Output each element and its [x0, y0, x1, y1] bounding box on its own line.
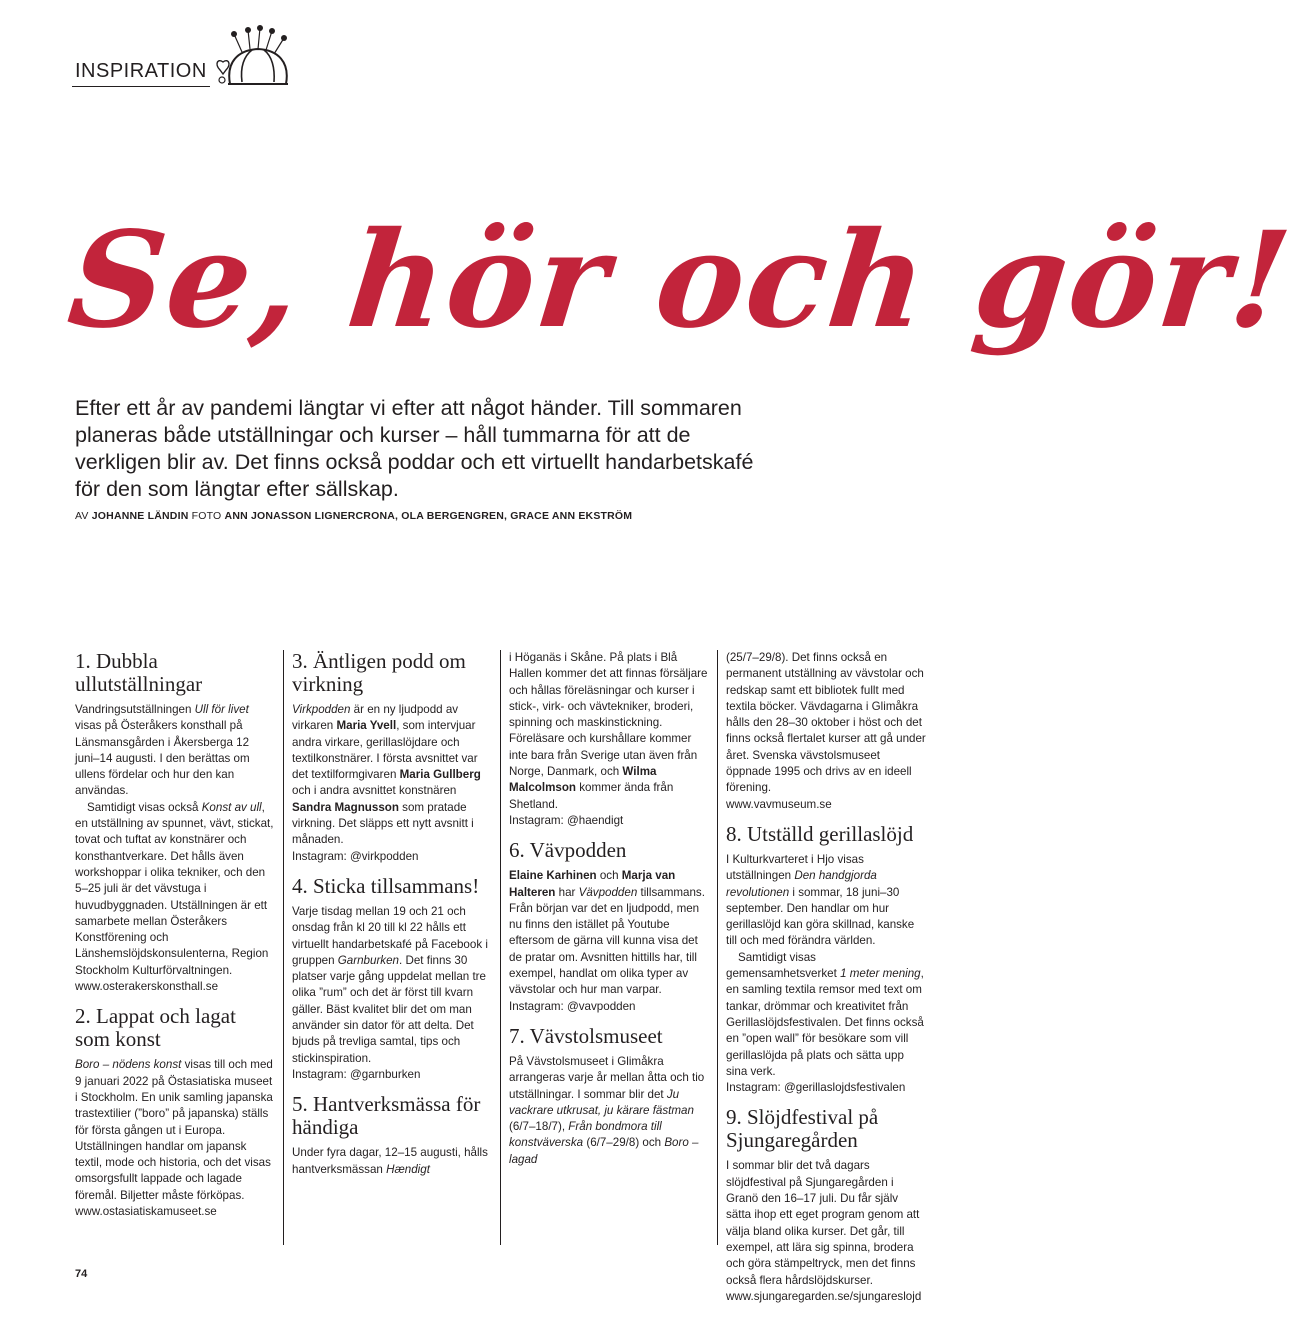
- section-label: INSPIRATION: [75, 60, 207, 82]
- article-4-heading: 4. Sticka tillsammans!: [292, 873, 480, 898]
- article-8-instagram: Instagram: @gerillaslojdsfestivalen: [726, 1081, 906, 1095]
- article-7-paragraph-1-start: På Vävstolsmuseet i Glimåkra arrangeras varje år mellan åtta och tio utställningar. I sommar blir det Ju vackrare utkrusat, ju kärare fästman (6/7–18/7), Från bondmora till konstväverska (6/7–29/8) och Boro – lagad: [509, 1054, 705, 1166]
- article-6-instagram: Instagram: @vavpodden: [509, 999, 636, 1013]
- column-divider: [283, 650, 284, 1245]
- article-1-url: www.osterakerskonsthall.se: [75, 980, 219, 994]
- article-1-paragraph-2: Samtidigt visas också Konst av ull, en utställning av spunnet, vävt, stickat, tovat och tuftat av konstnärer och konsthantverkare. Det hålls även workshoppar i olika tekniker, och den 5–25 juli är det vävstuga i huvudbyggnaden. Utställningen är ett samarbete mellan Österåkers Konstförening och Länshemslöjdskonsulenterna, Region Stockholm Kulturförvaltningen.: [75, 800, 274, 977]
- article-1-paragraph-1: Vandringsutställningen Ull för livet visas på Österåkers konsthall på Länsmansgården i Åkersberga 12 juni–14 augusti. I den berättas om ullens fördelar och hur den kan användas.: [75, 703, 250, 798]
- article-5-instagram: Instagram: @haendigt: [509, 813, 624, 827]
- article-6-heading: 6. Vävpodden: [509, 838, 627, 863]
- column-4: [726, 650, 926, 1303]
- article-2-heading: 2. Lappat och lagat som konst: [75, 1004, 236, 1052]
- article-3-instagram: Instagram: @virkpodden: [292, 849, 419, 863]
- article-6-paragraph-1: Elaine Karhinen och Marja van Halteren har Vävpodden tillsammans. Från början var det en ljudpodd, men nu finns den istället på Youtube eftersom de gärna vill kunna visa det de pratar om. Avsnitten hittills har, till exempel, handlat om olika typer av vävstolar och hur man varpar.: [509, 869, 705, 997]
- article-8-paragraph-1: I Kulturkvarteret i Hjo visas utställningen Den handgjorda revolutionen i sommar, 18 juni–30 september. Den handlar om hur gerillaslöjd kan göra skillnad, kanske till och med förändra världen.: [726, 852, 915, 948]
- article-5-paragraph-1-start: Under fyra dagar, 12–15 augusti, hålls hantverksmässan Hændigt: [292, 1146, 488, 1176]
- column-1: [75, 650, 275, 1250]
- article-8-heading: 8. Utställd gerillaslöjd: [726, 821, 914, 846]
- ingress: Efter ett år av pandemi längtar vi efter att något händer. Till sommaren planeras både utställningar och kurser – håll tummarna för att de verkligen blir av. Det finns också poddar och ett virtuellt handarbetskafé för den som längtar efter sällskap.: [75, 396, 754, 501]
- section-divider: [72, 86, 210, 87]
- column-2: [292, 650, 492, 1250]
- article-9-paragraph-1: I sommar blir det två dagars slöjdfestival på Sjungaregården i Granö den 16–17 juli. Du får själv sätta ihop ett eget program genom att välja bland olika kurser. Det går, till exempel, att lära sig spinna, brodera och göra stämpeltryck, men det finns också flera hårdslöjdskurser.: [726, 1159, 920, 1287]
- article-5-heading: 5. Hantverksmässa för händiga: [292, 1092, 481, 1140]
- article-2-paragraph-1: Boro – nödens konst visas till och med 9 januari 2022 på Östasiatiska museet i Stockholm. En unik samling japanska trastextilier (”boro” på japanska) ställs för första gången ut i Europa. Utställningen handlar om japansk textil, mode och historia, och det visas omsorgsfullt lappade och lagade föremål. Biljetter måste förköpas.: [75, 1058, 273, 1202]
- article-1-heading: 1. Dubbla ullutställningar: [75, 649, 203, 696]
- article-7-url: www.vavmuseum.se: [726, 797, 832, 811]
- article-4-instagram: Instagram: @garnburken: [292, 1067, 421, 1081]
- byline-av-label: AV: [75, 510, 89, 522]
- article-9-url: www.sjungaregarden.se/sjungareslojd: [726, 1289, 922, 1303]
- article-7-paragraph-1-cont: (25/7–29/8). Det finns också en permanent utställning av vävstolar och redskap samt ett bibliotek fullt med textila böcker. Vävdagarna i Glimåkra hålls den 28–30 oktober i höst och det finns också flertalet kurser att gå under året. Svenska vävstolsmuseet öppnade 1995 och drivs av en ideell förening.: [726, 651, 926, 795]
- article-8-paragraph-2: Samtidigt visas gemensamhetsverket 1 meter mening, en samling textila remsor med text om tankar, drömmar och kreativitet från Gerillaslöjdsfestivalen. Det finns också en ”open wall” för besökare som vill gerillaslöjda på plats och sätta upp sina verk.: [726, 950, 924, 1078]
- pincushion-icon: [212, 22, 300, 92]
- article-5-paragraph-1-cont: i Höganäs i Skåne. På plats i Blå Hallen kommer det att finnas försäljare och hållas föreläsningar och kurser i stick-, virk- och vävtekniker, broderi, spinning och maskinstickning. Föreläsare och kurshållare kommer inte bara från Sverige utan även från Norge, Danmark, och Wilma Malcolmson kommer ända från Shetland.: [509, 651, 708, 811]
- byline-foto-label: FOTO: [191, 510, 222, 522]
- article-3-paragraph-1: Virkpodden är en ny ljudpodd av virkaren Maria Yvell, som intervjuar andra virkare, gerillaslöjdare och textilkonstnärer. I första avsnittet var det textilformgivaren Maria Gullberg och i andra avsnittet konstnären Sandra Magnusson som pratade virkning. Det släpps ett nytt avsnitt i månaden.: [292, 703, 481, 847]
- column-3: [509, 650, 709, 1250]
- article-9-heading: 9. Slöjdfestival på Sjungaregården: [726, 1105, 879, 1153]
- column-divider: [717, 650, 718, 1245]
- byline-photographers: ANN JONASSON LIGNERCRONA, OLA BERGENGREN, GRACE ANN EKSTRÖM: [224, 510, 633, 522]
- article-2-url: www.ostasiatiskamuseet.se: [75, 1205, 217, 1219]
- article-4-paragraph-1: Varje tisdag mellan 19 och 21 och onsdag från kl 20 till kl 22 hålls ett virtuellt handarbetskafé på Facebook i gruppen Garnburken. Det finns 30 platser varje gång uppdelat mellan tre olika ”rum” och det är först till kvarn gäller. Bäst kvalitet blir det om man använder sin dator för att delta. Det bjuds på trevliga samtal, tips och stickinspiration.: [292, 904, 488, 1065]
- headline: Se, hör och gör!: [61, 203, 1299, 358]
- column-divider: [500, 650, 501, 1245]
- article-7-heading: 7. Vävstolsmuseet: [509, 1023, 663, 1048]
- byline-author: JOHANNE LÄNDIN: [91, 510, 189, 522]
- article-3-heading: 3. Äntligen podd om virkning: [292, 649, 466, 696]
- page-number: 74: [75, 1268, 88, 1280]
- byline: [75, 510, 875, 522]
